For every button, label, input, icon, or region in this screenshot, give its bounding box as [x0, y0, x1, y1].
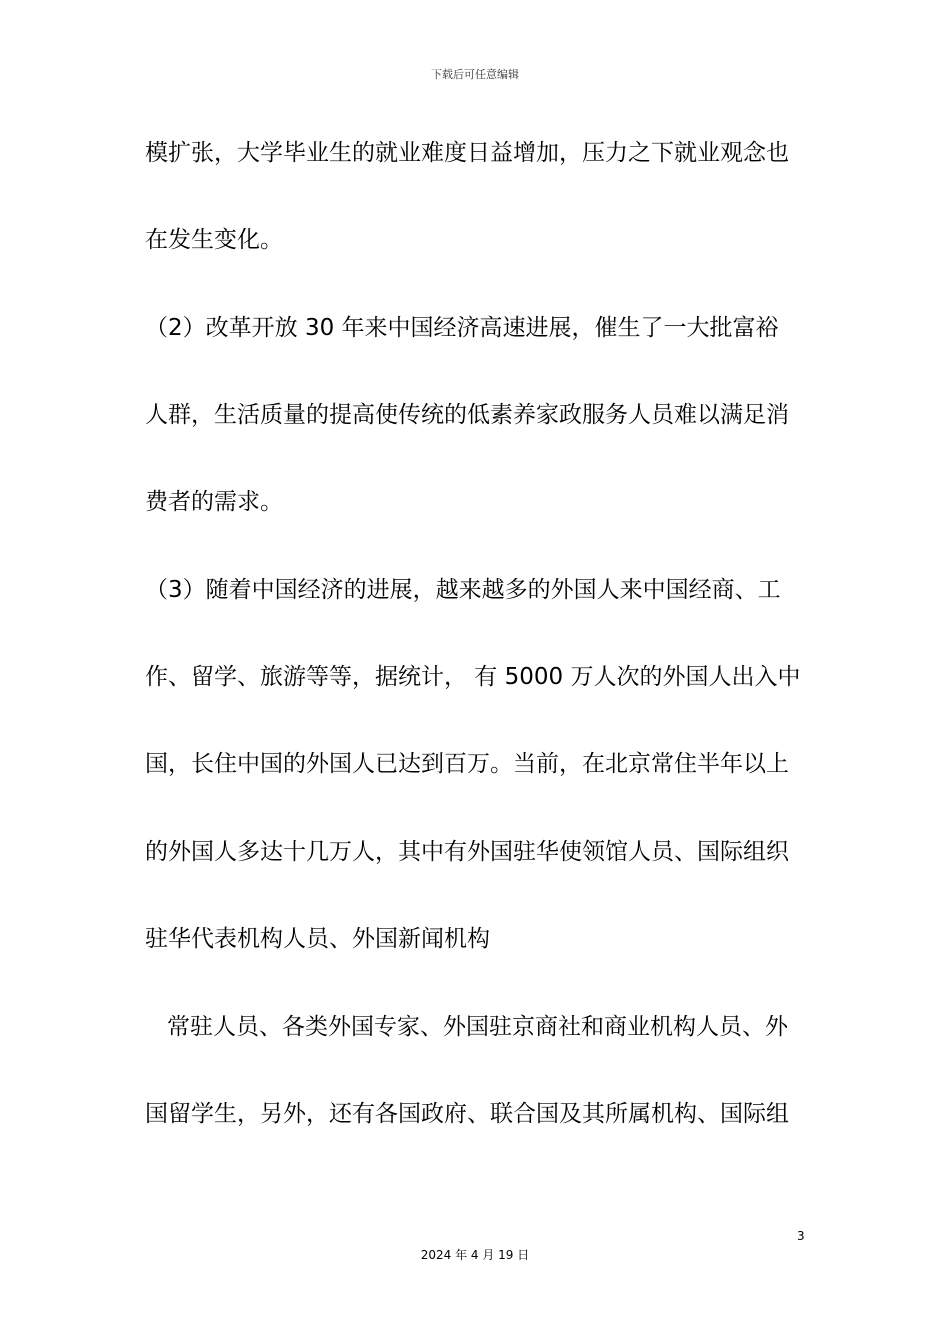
- page-header: 下载后可任意编辑: [431, 68, 519, 81]
- body-line: 国，长住中国的外国人已达到百万。当前，在北京常住半年以上: [145, 751, 789, 777]
- body-line: 在发生变化。: [145, 227, 283, 253]
- body-line: 模扩张，大学毕业生的就业难度日益增加，压力之下就业观念也: [145, 140, 789, 166]
- body-line: 驻华代表机构人员、外国新闻机构: [145, 926, 490, 952]
- body-line: 的外国人多达十几万人，其中有外国驻华使领馆人员、国际组织: [145, 839, 789, 865]
- page-number: 3: [797, 1229, 805, 1243]
- footer-date: 2024 年 4 月 19 日: [420, 1248, 530, 1262]
- body-line: 常驻人员、各类外国专家、外国驻京商社和商业机构人员、外: [167, 1014, 788, 1040]
- body-line: （3）随着中国经济的进展，越来越多的外国人来中国经商、工: [145, 577, 781, 603]
- body-line: （2）改革开放 30 年来中国经济高速进展，催生了一大批富裕: [145, 315, 779, 341]
- body-line: 费者的需求。: [145, 489, 283, 515]
- body-line: 国留学生，另外，还有各国政府、联合国及其所属机构、国际组: [145, 1101, 789, 1127]
- body-line: 作、留学、旅游等等，据统计， 有 5000 万人次的外国人出入中: [145, 664, 801, 690]
- body-line: 人群，生活质量的提高使传统的低素养家政服务人员难以满足消: [145, 402, 789, 428]
